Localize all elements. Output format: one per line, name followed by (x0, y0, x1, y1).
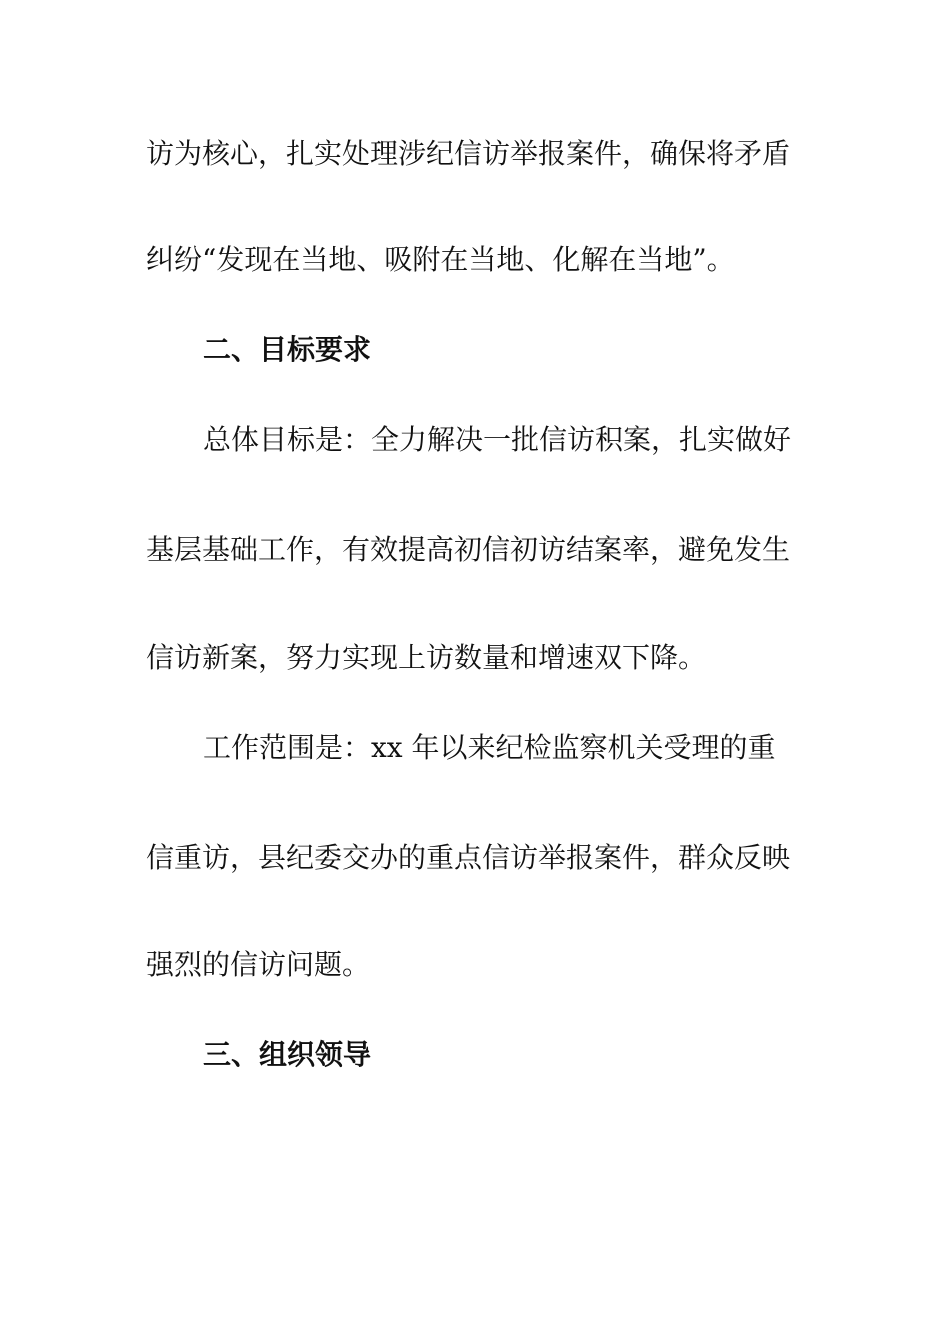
paragraph-line: 信访新案，努力实现上访数量和增速双下降。 (146, 641, 707, 674)
section-heading: 二、目标要求 (203, 333, 372, 366)
paragraph-line: 纠纷“发现在当地、吸附在当地、化解在当地”。 (146, 243, 735, 276)
paragraph-line: 强烈的信访问题。 (146, 948, 371, 981)
paragraph-line: 访为核心，扎实处理涉纪信访举报案件，确保将矛盾 (146, 137, 791, 170)
paragraph-line: 基层基础工作，有效提高初信初访结案率，避免发生 (146, 533, 791, 566)
paragraph-line: 信重访，县纪委交办的重点信访举报案件，群众反映 (146, 841, 791, 874)
paragraph-line: 工作范围是：xx 年以来纪检监察机关受理的重 (203, 731, 776, 764)
paragraph-line: 总体目标是：全力解决一批信访积案，扎实做好 (203, 423, 792, 456)
section-heading: 三、组织领导 (203, 1038, 372, 1071)
